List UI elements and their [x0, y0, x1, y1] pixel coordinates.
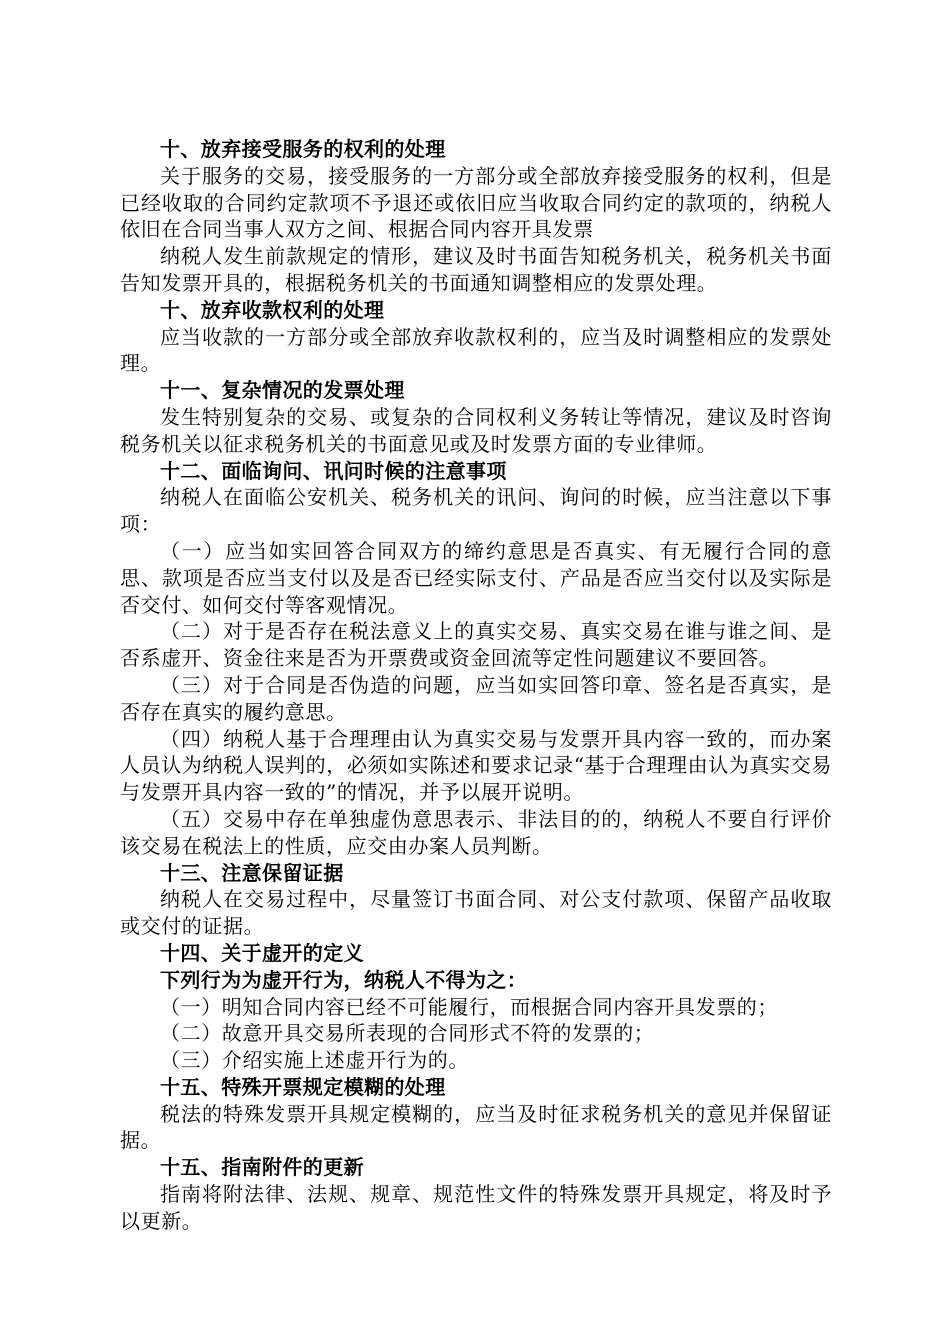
body-paragraph: 关于服务的交易，接受服务的一方部分或全部放弃接受服务的权利，但是已经收取的合同约定款项不予退还或依旧应当收取合同约定的款项的，纳税人依旧在合同当事人双方之间、根据合同内容开具发票	[120, 163, 832, 242]
section-heading: 十、放弃收款权利的处理	[160, 297, 385, 322]
section-heading: 十四、关于虚开的定义	[160, 940, 364, 965]
body-paragraph: 指南将附法律、法规、规章、规范性文件的特殊发票开具规定，将及时予以更新。	[120, 1182, 832, 1233]
body-paragraph: 税法的特殊发票开具规定模糊的，应当及时征求税务机关的意见并保留证据。	[120, 1101, 832, 1153]
list-item: （一）明知合同内容已经不可能履行，而根据合同内容开具发票的；	[160, 994, 778, 1019]
section-heading: 十五、指南附件的更新	[160, 1155, 364, 1180]
section-heading: 十二、面临询问、讯问时候的注意事项	[160, 458, 507, 483]
list-item: （四）纳税人基于合理理由认为真实交易与发票开具内容一致的，而办案人员认为纳税人误判的，必须如实陈述和要求记录“基于合理理由认为真实交易与发票开具内容一致的”的情况，并予以展开说明。	[120, 726, 832, 805]
body-paragraph: 纳税人发生前款规定的情形，建议及时书面告知税务机关，税务机关书面告知发票开具的，根据税务机关的书面通知调整相应的发票处理。	[120, 244, 832, 295]
list-item: （二）对于是否存在税法意义上的真实交易、真实交易在谁与谁之间、是否系虚开、资金往来是否为开票费或资金回流等定性问题建议不要回答。	[120, 619, 832, 671]
list-item: （三）介绍实施上述虚开行为的。	[160, 1048, 469, 1073]
subsection-heading: 下列行为为虚开行为，纳税人不得为之：	[160, 967, 528, 992]
section-heading: 十、放弃接受服务的权利的处理	[160, 137, 446, 161]
list-item: （五）交易中存在单独虚伪意思表示、非法目的的，纳税人不要自行评价该交易在税法上的性质，应交由办案人员判断。	[120, 806, 832, 858]
body-paragraph: 发生特别复杂的交易、或复杂的合同权利义务转让等情况，建议及时咨询税务机关以征求税务机关的书面意见或及时发票方面的专业律师。	[120, 404, 832, 456]
section-heading: 十三、注意保留证据	[160, 860, 344, 885]
body-paragraph: 纳税人在交易过程中，尽量签订书面合同、对公支付款项、保留产品收取或交付的证据。	[120, 887, 832, 939]
list-item: （二）故意开具交易所表现的合同形式不符的发票的；	[160, 1021, 655, 1046]
document-page	[120, 136, 832, 1235]
section-heading: 十五、特殊开票规定模糊的处理	[160, 1074, 446, 1099]
body-paragraph: 纳税人在面临公安机关、税务机关的讯问、询问的时候，应当注意以下事项：	[120, 485, 832, 537]
list-item: （三）对于合同是否伪造的问题，应当如实回答印章、签名是否真实，是否存在真实的履约意思。	[120, 672, 832, 724]
section-heading: 十一、复杂情况的发票处理	[160, 378, 405, 403]
body-paragraph: 应当收款的一方部分或全部放弃收款权利的，应当及时调整相应的发票处理。	[120, 324, 832, 376]
list-item: （一）应当如实回答合同双方的缔约意思是否真实、有无履行合同的意思、款项是否应当支付以及是否已经实际支付、产品是否应当交付以及实际是否交付、如何交付等客观情况。	[120, 538, 832, 617]
